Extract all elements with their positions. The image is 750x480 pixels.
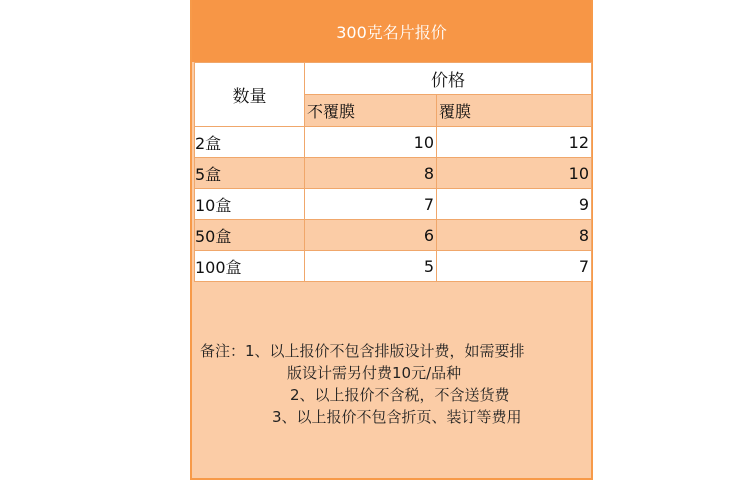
film-price-cell: 8 (437, 220, 592, 251)
qty-cell: 100盒 (195, 251, 305, 282)
film-price-cell: 9 (437, 189, 592, 220)
table-row (195, 220, 592, 251)
qty-cell: 2盒 (195, 127, 305, 158)
title-bar (192, 0, 591, 62)
no-film-price-cell: 10 (305, 127, 437, 158)
note-line-2: 2、以上报价不含税，不含送货费 (290, 386, 510, 404)
film-header: 覆膜 (437, 95, 592, 127)
note-line-1-cont: 版设计需另付费10元/品种 (287, 364, 462, 382)
table-row (195, 251, 592, 282)
qty-header: 数量 (195, 63, 305, 127)
table-row (195, 127, 592, 158)
film-price-cell: 7 (437, 251, 592, 282)
notes (192, 340, 591, 428)
qty-cell: 50盒 (195, 220, 305, 251)
price-card (190, 0, 593, 480)
note-line-3: 3、以上报价不包含折页、装订等费用 (272, 408, 522, 426)
price-header: 价格 (305, 63, 592, 95)
note-line-1: 备注：1、以上报价不包含排版设计费，如需要排 (200, 342, 525, 360)
table-row (195, 189, 592, 220)
qty-cell: 10盒 (195, 189, 305, 220)
price-table (194, 62, 592, 282)
no-film-price-cell: 6 (305, 220, 437, 251)
no-film-price-cell: 8 (305, 158, 437, 189)
table-row (195, 158, 592, 189)
qty-cell: 5盒 (195, 158, 305, 189)
film-price-cell: 10 (437, 158, 592, 189)
page-title: 300克名片报价 (336, 22, 447, 42)
film-price-cell: 12 (437, 127, 592, 158)
no-film-price-cell: 7 (305, 189, 437, 220)
no-film-header: 不覆膜 (305, 95, 437, 127)
no-film-price-cell: 5 (305, 251, 437, 282)
